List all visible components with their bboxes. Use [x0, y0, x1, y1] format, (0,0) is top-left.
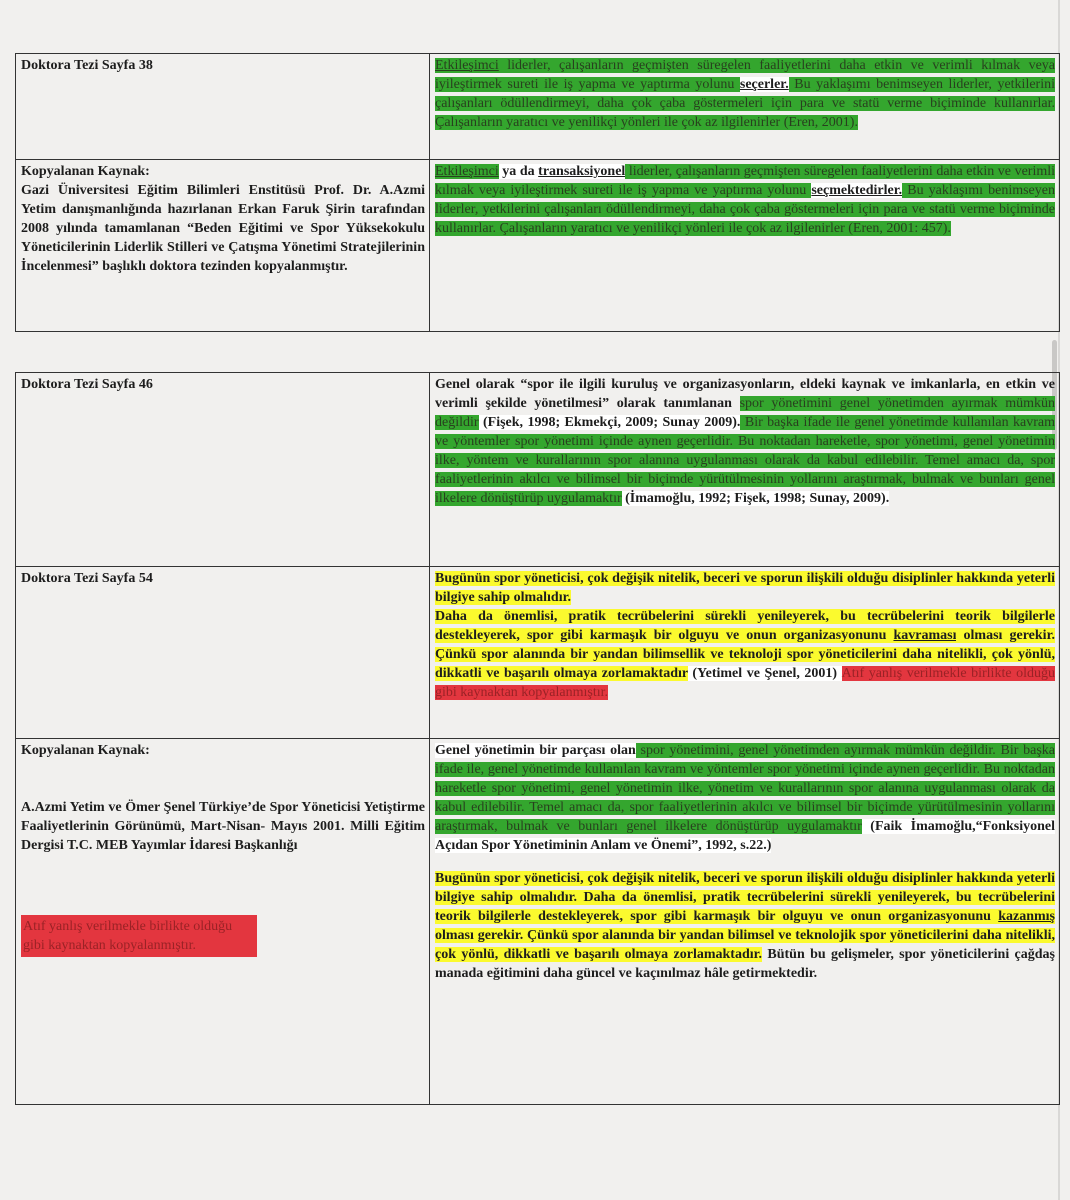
page-38-text-cell: [430, 54, 1060, 160]
highlight-white: ya da: [498, 164, 539, 179]
page-46-label-cell: [16, 373, 430, 567]
page-46-text-cell: [430, 373, 1060, 567]
page-54-label: Doktora Tezi Sayfa 54: [21, 571, 153, 586]
highlight-red: Atıf yanlış verilmekle birlikte olduğu gibi kaynaktan kopyalanmıştır.: [435, 666, 1055, 700]
comparison-table-1: [15, 53, 1060, 332]
page-54-text-cell: [430, 567, 1060, 739]
source-cell-1: [16, 160, 430, 332]
highlight-white: transaksiyonel: [538, 164, 626, 179]
highlight-green: Bu yaklaşımı benimseyen liderler, yetkilerini çalışanları ödüllendirmeyi, daha çok çaba göstermeleri için para ve statü verme biçiminde kullanırlar. Çalışanların yaratıcı ve yenilikçi yönleri ile çok az ilgilenirler (Eren, 2001).: [435, 77, 1055, 130]
source-quote-cell-1: [430, 160, 1060, 332]
source-description: Gazi Üniversitesi Eğitim Bilimleri Enstitüsü Prof. Dr. A.Azmi Yetim danışmanlığında hazırlanan Erkan Faruk Şirin tarafından 2008 yılında tamamlanan “Beden Eğitimi ve Spor Yüksekokulu Yöneticilerinin Liderlik Stilleri ve Çatışma Yönetimi Stratejilerinin İncelenmesi” başlıklı doktora tezinden kopyalanmıştır.: [21, 183, 425, 274]
page-38-label-cell: [16, 54, 430, 160]
highlight-yellow: kavraması: [893, 628, 957, 643]
highlight-white: seçerler.: [739, 77, 789, 92]
highlight-green: Bu yaklaşımı benimseyen liderler, yetkilerini çalışanları ödüllendirmeyi, daha çok çaba göstermeleri için para ve statü verme biçiminde kullanırlar. Çalışanların yaratıcı ve yenilikçi yönleri ile çok az ilgilenirler (Eren, 2001: 457).: [435, 183, 1055, 236]
highlight-green: Etkileşimci: [435, 164, 499, 179]
highlight-green: spor yönetimini genel yönetimden ayırmak mümkün değildir: [435, 396, 1055, 430]
highlight-green: Bir başka ifade ile genel yönetimde kullanılan kavram ve yöntemler spor yönetimi içinde aynen geçerlidir. Bu noktadan hareketle, spor yönetimi, genel yönetimin ilke, yöntem ve kurallarının spor alanına uygulanması olarak da kabul edilebilir. Temel amacı da, spor faaliyetlerinin akılcı ve bilimsel bir biçimde yürütülmesinin yollarını araştırmak, bulmak ve bunları genel ilkelere dönüştürüp uygulamaktır: [435, 415, 1055, 506]
source-description: A.Azmi Yetim ve Ömer Şenel Türkiye’de Spor Yöneticisi Yetiştirme Faaliyetlerinin Görünümü, Mart-Nisan- Mayıs 2001. Milli Eğitim Dergisi T.C. MEB Yayımlar İdaresi Başkanlığı: [21, 800, 425, 853]
highlight-green: spor yönetimini, genel yönetimden ayırmak mümkün değildir. Bir başka ifade ile, genel yönetimde kullanılan kavram ve yöntemler spor yönetimi içinde aynen geçerlidir. Bu noktadan hareketle spor yönetimi, genel yönetimin ilke, yönetim ve kurallarının spor alanına uygulanması olarak da kabul edilebilir. Temel amacı da, spor faaliyetlerinin akılcı ve bilimsel bir biçimde yürütülmesinin yollarını araştırmak, bulmak ve bunları genel ilkelere dönüştürüp uygulamaktır: [435, 743, 1056, 834]
highlight-yellow: olması gerekir. Çünkü spor alanında bir yandan bilimsellik ve teknoloji spor yöneticilerini daha nitelikli, çok yönlü, dikkatli ve başarılı olmaya zorlamaktadır: [435, 628, 1055, 681]
highlight-white: seçmektedirler.: [811, 183, 903, 198]
highlight-white: (Fişek, 1998; Ekmekçi, 2009; Sunay 2009).: [478, 415, 741, 430]
plain-text: Genel olarak “spor ile ilgili kuruluş ve organizasyonların, eldeki kaynak ve imkanlarla, en etkin ve verimli şekilde yönetilmesi” olarak tanımlanan: [435, 377, 1055, 411]
highlight-white: (İmamoğlu, 1992; Fişek, 1998; Sunay, 2009).: [621, 491, 890, 506]
highlight-white: Genel yönetimin bir parçası olan: [435, 743, 636, 758]
source-label: Kopyalanan Kaynak:: [21, 164, 150, 179]
highlight-yellow: Bugünün spor yöneticisi, çok değişik nitelik, beceri ve sporun ilişkili olduğu disiplinler hakkında yeterli bilgiye sahip olmalıdır.: [435, 571, 1055, 605]
highlight-yellow: Bugünün spor yöneticisi, çok değişik nitelik, beceri ve sporun ilişkili olduğu disiplinler hakkında yeterli bilgiye sahip olmalıdır. Daha da önemlisi, pratik tecrübelerini sürekli yenileyerek, bu tecrübelerini teorik bilgilerle destekleyerek, spor gibi karmaşık bir olguyu ve onun organizasyonunu: [435, 871, 1055, 924]
page-38-label: Doktora Tezi Sayfa 38: [21, 58, 153, 73]
highlight-white: (Faik İmamoğlu,“Fonksiyonel Açıdan Spor Yönetiminin Anlam ve Önemi”, 1992, s.22.): [435, 819, 1055, 853]
page-46-label: Doktora Tezi Sayfa 46: [21, 377, 153, 392]
source-label: Kopyalanan Kaynak:: [21, 743, 150, 758]
page-54-label-cell: [16, 567, 430, 739]
highlight-green: liderler, çalışanların geçmişten süregelen faaliyetlerini daha etkin ve verimli kılmak veya iyileştirmek sureti ile iş yapma ve yaptırma yolunu: [435, 58, 1055, 92]
comparison-table-2: [15, 372, 1060, 1105]
plain-text: Bütün bu gelişmeler, spor yöneticilerini çağdaş manada eğitimini daha güncel ve kaçınılmaz hâle getirmektedir.: [435, 947, 1055, 981]
highlight-red-note: Atıf yanlış verilmekle birlikte olduğu gibi kaynaktan kopyalanmıştır.: [21, 915, 257, 957]
highlight-yellow: kazanmış: [998, 909, 1055, 924]
highlight-white: (Yetimel ve Şenel, 2001): [687, 666, 842, 681]
highlight-yellow: olması gerekir. Çünkü spor alanında bir yandan bilimsel ve teknolojik spor yöneticilerini daha nitelikli, çok yönlü, dikkatli ve başarılı olmaya zorlamaktadır.: [435, 928, 1055, 962]
source-cell-2: [16, 739, 430, 1105]
highlight-green: Etkileşimci: [435, 58, 499, 73]
highlight-green: liderler, çalışanların geçmişten süregelen faaliyetlerini daha etkin ve verimli kılmak veya iyileştirmek sureti ile iş yapma ve yaptırma yolunu: [435, 164, 1055, 198]
highlight-yellow: Daha da önemlisi, pratik tecrübelerini sürekli yenileyerek, bu tecrübelerini teorik bilgilerle destekleyerek, spor gibi karmaşık bir olguyu ve onun organizasyonunu: [435, 609, 1055, 643]
source-quote-cell-2: [430, 739, 1060, 1105]
